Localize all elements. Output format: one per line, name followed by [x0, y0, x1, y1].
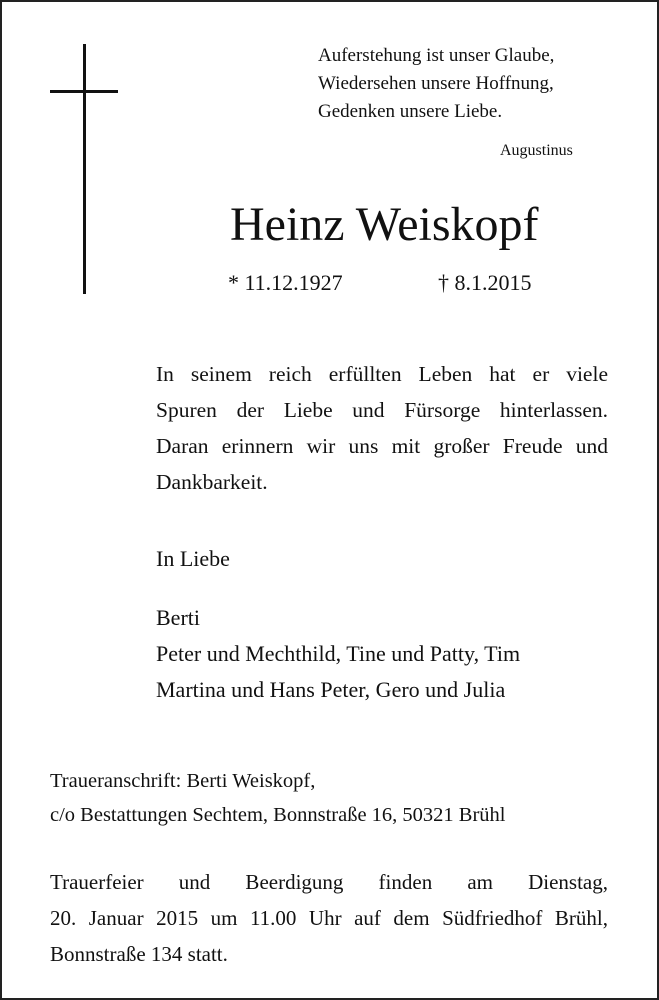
mourning-address — [50, 764, 505, 832]
greeting: In Liebe — [156, 546, 230, 571]
quote — [318, 42, 554, 126]
quote-line-3: Gedenken unsere Liebe. — [318, 101, 503, 122]
death-symbol: † — [438, 270, 449, 295]
quote-line-2: Wiedersehen unsere Hoffnung, — [318, 73, 554, 94]
birth-date — [228, 270, 343, 296]
death-date — [438, 270, 532, 296]
service-line-1: Trauerfeier und Beerdigung finden am Dienstag, — [50, 870, 608, 894]
death-date-value: 8.1.2015 — [454, 270, 532, 295]
message-line-4: Dankbarkeit. — [156, 470, 268, 494]
birth-date-value: 11.12.1927 — [244, 270, 343, 295]
service-line-2: 20. Januar 2015 um 11.00 Uhr auf dem Südfriedhof Brühl, — [50, 906, 608, 930]
family-names — [156, 600, 520, 708]
cross-vertical-bar — [83, 44, 86, 294]
service-line-3: Bonnstraße 134 statt. — [50, 942, 228, 966]
funeral-service-info — [50, 864, 608, 972]
message-line-3: Daran erinnern wir uns mit großer Freude und — [156, 434, 608, 458]
quote-line-1: Auferstehung ist unser Glaube, — [318, 45, 555, 66]
cross-horizontal-bar — [50, 90, 118, 93]
memorial-message — [156, 356, 608, 500]
message-line-2: Spuren der Liebe und Fürsorge hinterlassen. — [156, 398, 608, 422]
family-line-1: Berti — [156, 605, 200, 630]
family-line-2: Peter und Mechthild, Tine und Patty, Tim — [156, 641, 521, 666]
family-line-3: Martina und Hans Peter, Gero und Julia — [156, 677, 506, 702]
deceased-name: Heinz Weiskopf — [230, 198, 539, 251]
quote-author: Augustinus — [500, 142, 573, 159]
birth-symbol: * — [228, 270, 239, 295]
address-line-1: Traueranschrift: Berti Weiskopf, — [50, 770, 316, 792]
message-line-1: In seinem reich erfüllten Leben hat er viele — [156, 362, 608, 386]
address-line-2: c/o Bestattungen Sechtem, Bonnstraße 16, 50321 Brühl — [50, 804, 506, 826]
